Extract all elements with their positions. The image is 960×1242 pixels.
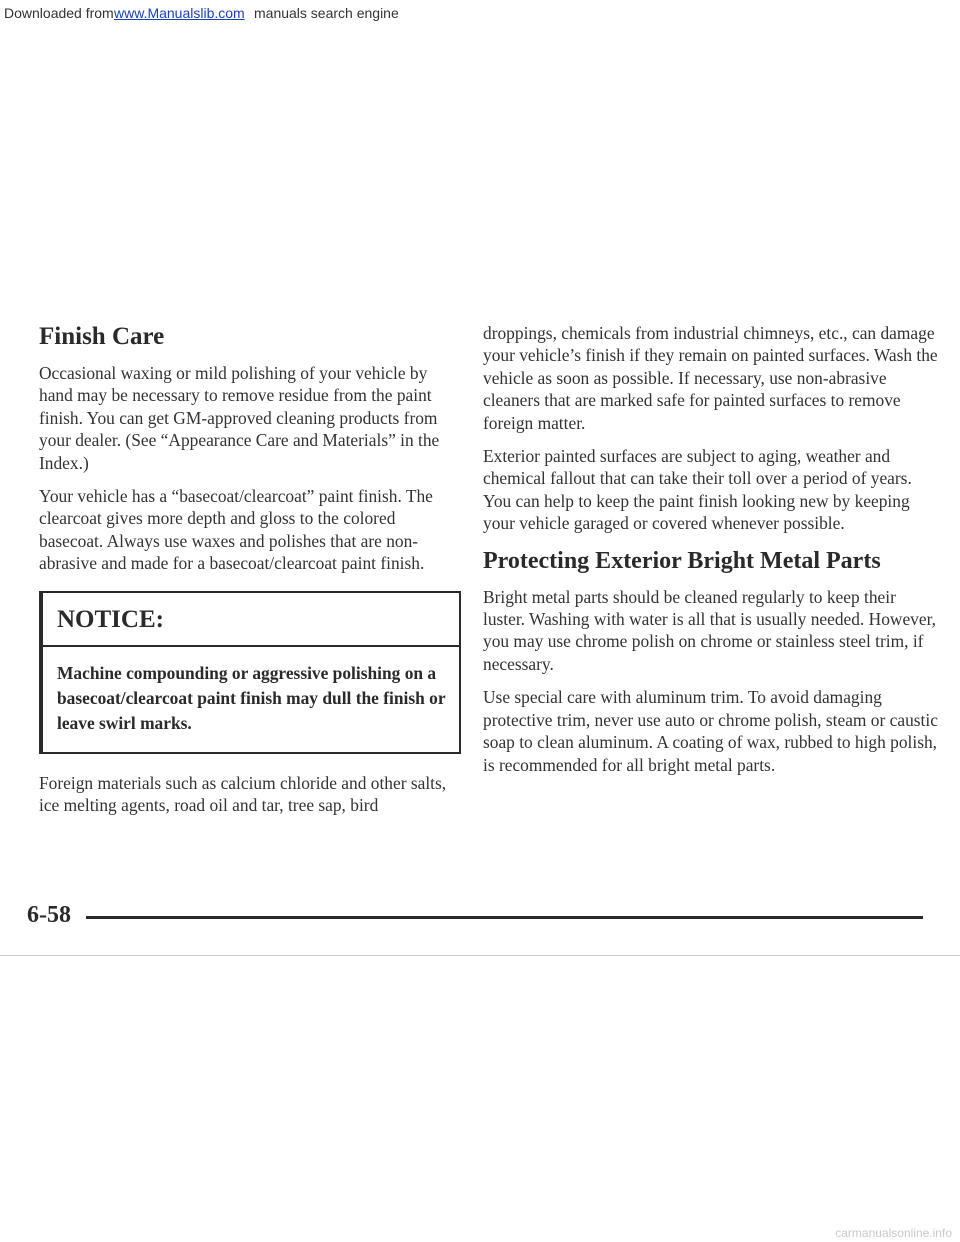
finish-care-heading: Finish Care xyxy=(39,323,165,350)
faint-divider xyxy=(0,955,960,956)
footer-watermark: carmanualsonline.info xyxy=(835,1226,952,1240)
finish-care-paragraph-4: droppings, chemicals from industrial chimneys, etc., can damage your vehicle’s finish if they remain on painted surfaces. Wash the vehicle as soon as possible. If necessary, use non-abrasive cleaners that are marked safe for painted surfaces to remove foreign matter. xyxy=(483,323,938,433)
notice-title: NOTICE: xyxy=(43,593,459,647)
finish-care-paragraph-2: Your vehicle has a “basecoat/clearcoat” paint finish. The clearcoat gives more depth and gloss to the colored basecoat. Always use waxes and polishes that are non-abrasive and made for a basecoat/clearcoat paint finish. xyxy=(39,486,433,574)
banner-prefix: Downloaded from xyxy=(4,5,114,21)
banner-suffix: manuals search engine xyxy=(254,5,399,21)
notice-body: Machine compounding or aggressive polishing on a basecoat/clearcoat paint finish may dull the finish or leave swirl marks. xyxy=(57,662,446,733)
manualslib-link[interactable]: www.Manualslib.com xyxy=(114,5,245,21)
notice-box xyxy=(39,591,461,754)
bright-metal-paragraph-2: Use special care with aluminum trim. To avoid damaging protective trim, never use auto or chrome polish, steam or caustic soap to clean aluminum. A coating of wax, rubbed to high polish, is recommended for all bright metal parts. xyxy=(483,687,938,775)
left-column xyxy=(39,322,459,827)
finish-care-paragraph-3: Foreign materials such as calcium chloride and other salts, ice melting agents, road oil and tar, tree sap, bird xyxy=(39,772,447,816)
right-column xyxy=(483,322,938,787)
page-rule xyxy=(86,916,923,919)
page-number: 6-58 xyxy=(27,902,71,928)
download-banner xyxy=(0,0,960,30)
finish-care-paragraph-5: Exterior painted surfaces are subject to aging, weather and chemical fallout that can take their toll over a period of years. You can help to keep the paint finish looking new by keeping your vehicle garaged or covered whenever possible. xyxy=(483,446,912,534)
bright-metal-heading: Protecting Exterior Bright Metal Parts xyxy=(483,547,881,574)
finish-care-paragraph-1: Occasional waxing or mild polishing of your vehicle by hand may be necessary to remove residue from the paint finish. You can get GM-approved cleaning products from your dealer. (See “Appearance Care and Materials” in the Index.) xyxy=(39,363,440,473)
bright-metal-paragraph-1: Bright metal parts should be cleaned regularly to keep their luster. Washing with water is all that is usually needed. However, you may use chrome polish on chrome or stainless steel trim, if necessary. xyxy=(483,586,937,674)
